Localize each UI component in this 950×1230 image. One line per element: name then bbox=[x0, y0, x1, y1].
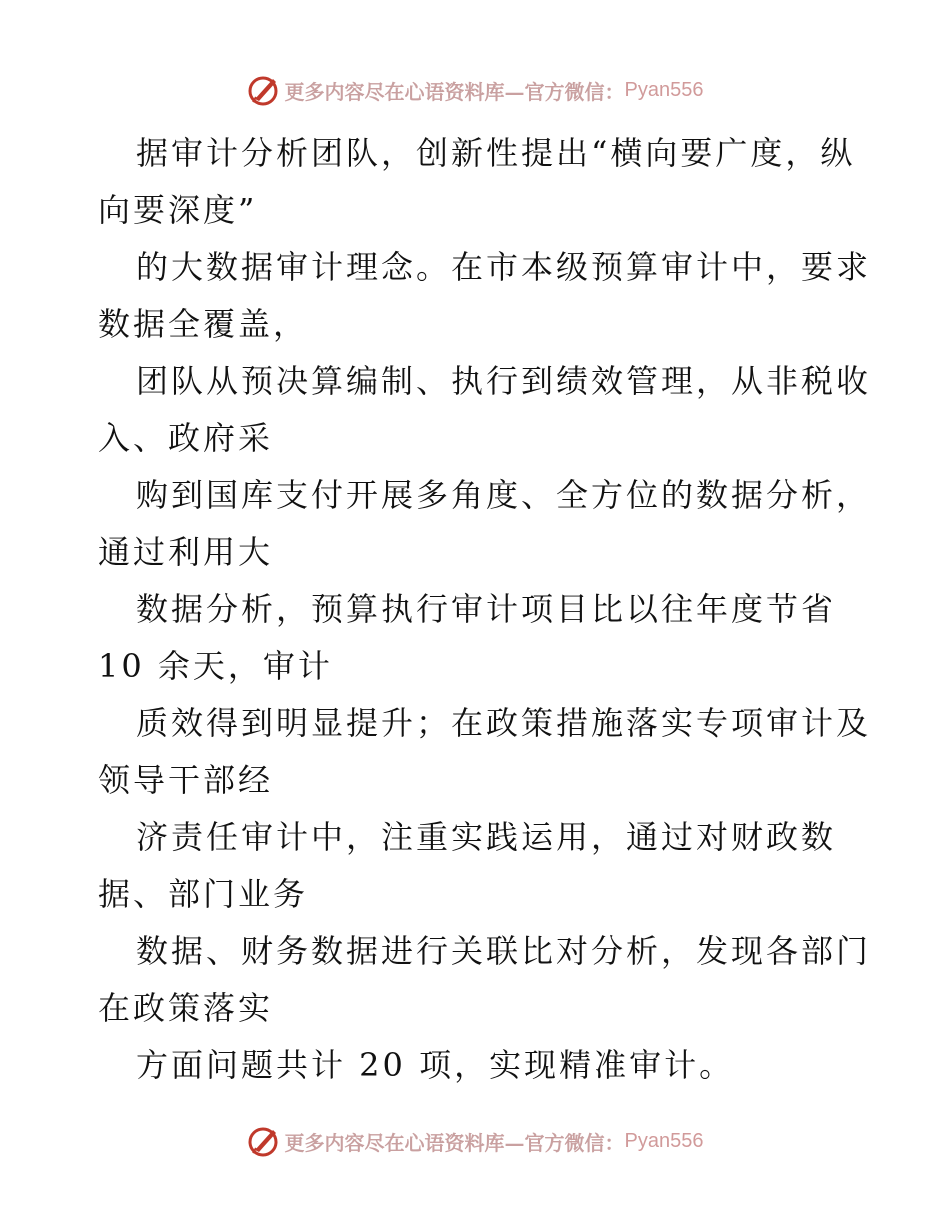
footer-watermark-banner bbox=[0, 1121, 950, 1161]
paragraph-line: 数据分析，预算执行审计项目比以往年度节省 bbox=[136, 590, 837, 628]
watermark-text: 更多内容尽在心语资料库—官方微信： bbox=[284, 79, 625, 104]
paragraph-line: 在政策落实 bbox=[98, 989, 274, 1027]
watermark-wechat-id: Pyan556 bbox=[624, 1129, 704, 1152]
header-watermark-banner bbox=[0, 70, 950, 110]
paragraph-line: 向要深度” bbox=[98, 191, 258, 229]
watermark-text: 更多内容尽在心语资料库—官方微信： bbox=[284, 1130, 625, 1155]
paragraph-line: 据审计分析团队，创新性提出“横向要广度，纵 bbox=[136, 134, 856, 172]
paragraph-line: 据、部门业务 bbox=[98, 875, 309, 913]
watermark-wechat-id: Pyan556 bbox=[624, 78, 704, 101]
document-body bbox=[98, 125, 872, 1094]
paragraph-line: 济责任审计中，注重实践运用，通过对财政数 bbox=[136, 818, 837, 856]
paragraph-line: 团队从预决算编制、执行到绩效管理，从非税收 bbox=[136, 362, 872, 400]
feather-pen-seal-icon bbox=[247, 73, 281, 107]
paragraph-line: 入、政府采 bbox=[98, 419, 274, 457]
feather-pen-seal-icon bbox=[247, 1124, 281, 1158]
paragraph-line: 的大数据审计理念。在市本级预算审计中，要求 bbox=[136, 248, 872, 286]
paragraph-line: 数据全覆盖， bbox=[98, 305, 309, 343]
paragraph-line: 领导干部经 bbox=[98, 761, 274, 799]
paragraph-line: 数据、财务数据进行关联比对分析，发现各部门 bbox=[136, 932, 872, 970]
paragraph-line: 10 余天，审计 bbox=[98, 647, 333, 685]
paragraph-line: 购到国库支付开展多角度、全方位的数据分析， bbox=[136, 476, 872, 514]
paragraph-line: 通过利用大 bbox=[98, 533, 274, 571]
paragraph-line: 方面问题共计 20 项，实现精准审计。 bbox=[136, 1046, 735, 1084]
paragraph-line: 质效得到明显提升；在政策措施落实专项审计及 bbox=[136, 704, 872, 742]
